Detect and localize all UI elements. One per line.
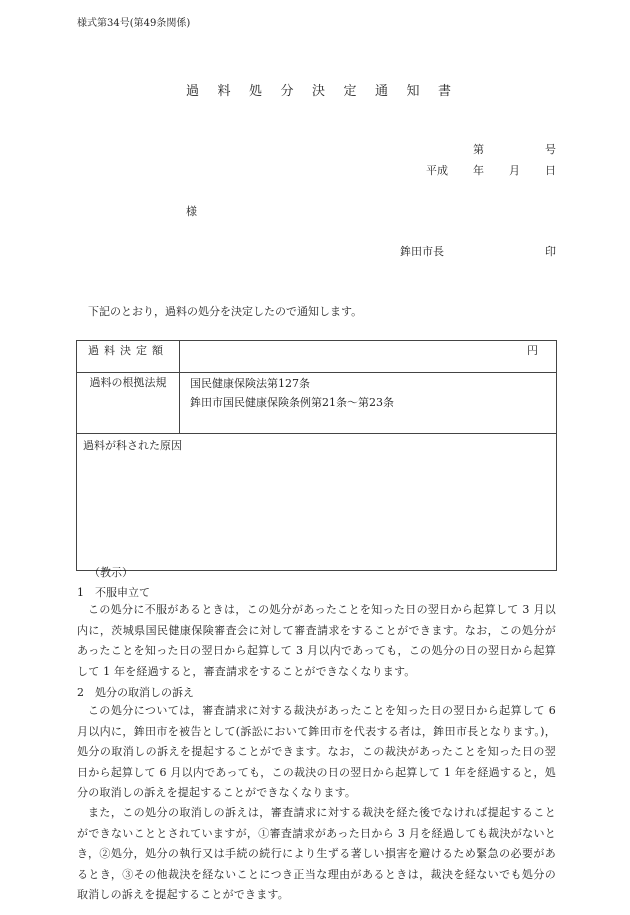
amount-row [77,341,557,373]
basis-law-1: 国民健康保険法第127条 [190,377,310,390]
issuer-name: 鉾田市長 [400,245,444,258]
addressee-suffix: 様 [186,205,197,218]
basis-label: 過料の根拠法規 [77,373,180,434]
basis-row [77,373,557,434]
amount-unit: 円 [180,341,557,373]
instruction-heading: （教示） [89,566,133,579]
date-year: 年 [473,164,484,177]
amount-label: 過料決定額 [77,341,180,373]
section-1-title: 1 不服申立て [77,586,150,599]
section-2-text-1: この処分については，審査請求に対する裁決があったことを知った日の翌日から起算して 6 月以内に，鉾田市を被告として(訴訟において鉾田市を代表する者は，鉾田市長となります。)，処分の取消しの訴えを提起することができます。なお，この裁決があったことを知った日の翌日から起算して 6 月以内であっても，この裁決の日の翌日から起算して 1 年を経過すると，処分の取消しの訴えを提起することができなくなります。 [77,704,556,799]
number-prefix: 第 [473,143,484,156]
document-title: 過料処分決定通知書 [186,84,470,99]
form-number: 様式第34号(第49条関係) [77,18,191,29]
section-1-text: この処分に不服があるときは，この処分があったことを知った日の翌日から起算して 3 月以内に，茨城県国民健康保険審査会に対して審査請求をすることができます。なお，この処分があったことを知った日の翌日から起算して 3 月以内であっても，この処分の日の翌日から起算して 1 年を経過すると，審査請求をすることができなくなります。 [77,603,556,678]
basis-law-2: 鉾田市国民健康保険条例第21条～第23条 [190,396,394,409]
reason-label: 過料が科された原因 [77,434,557,571]
date-month: 月 [509,164,520,177]
seal-mark: 印 [545,245,556,258]
penalty-table [76,340,557,571]
intro-text: 下記のとおり，過料の処分を決定したので通知します。 [88,305,363,318]
section-2-title: 2 処分の取消しの訴え [77,686,194,699]
basis-laws [180,373,557,434]
reason-row [77,434,557,571]
date-day: 日 [545,164,556,177]
section-2-text-2: また，この処分の取消しの訴えは，審査請求に対する裁決を経た後でなければ提起することができないこととされていますが，①審査請求があった日から 3 月を経過しても裁決がないとき，②処分，処分の執行又は手続の続行により生ずる著しい損害を避けるため緊急の必要があるとき，③その他裁決を経ないことにつき正当な理由があるときは，裁決を経ないでも処分の取消しの訴えを提起することができます。 [77,806,556,901]
date-era: 平成 [426,164,448,177]
number-suffix: 号 [545,143,556,156]
